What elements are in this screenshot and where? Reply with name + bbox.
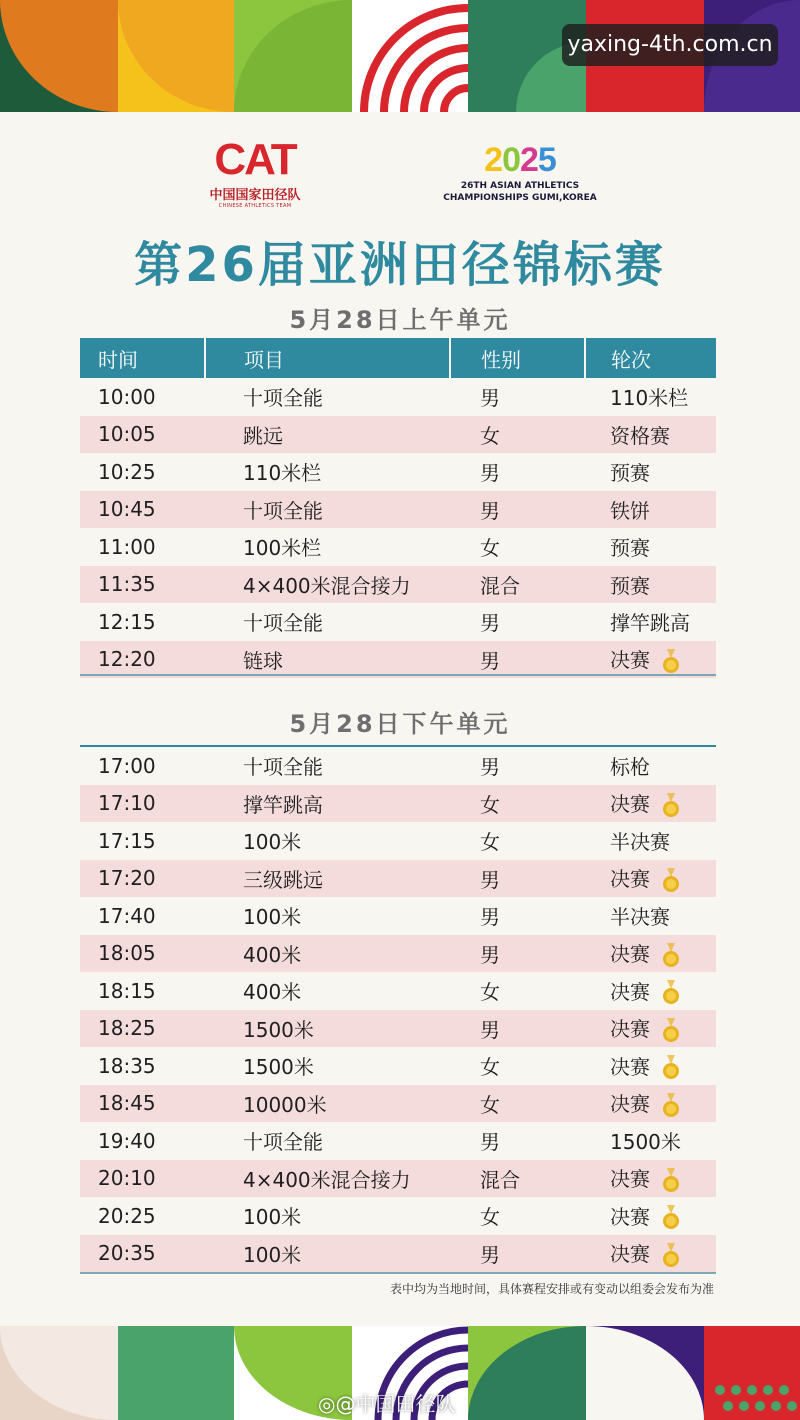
round-cell-text: 撑竿跳高: [610, 611, 690, 636]
gender-cell: [450, 491, 585, 529]
time-cell-text: 20:35: [98, 1241, 156, 1266]
round-cell: [585, 1010, 716, 1048]
gold-medal-icon: [662, 1243, 680, 1269]
time-cell: [80, 747, 205, 785]
event-cell-text: 100米: [243, 830, 302, 855]
table-row: [80, 860, 716, 898]
round-cell-text: 预赛: [610, 536, 650, 561]
time-cell-text: 20:25: [98, 1203, 156, 1228]
time-cell-text: 17:15: [98, 828, 156, 853]
cat-logo-en: CHINESE ATHLETICS TEAM: [218, 203, 292, 209]
event-cell-text: 100米栏: [243, 536, 322, 561]
time-cell-text: 11:00: [98, 534, 156, 559]
table-row: [80, 528, 716, 566]
time-cell: [80, 1160, 205, 1198]
event-cell: [205, 641, 450, 679]
aac-logo-line2: CHAMPIONSHIPS GUMI,KOREA: [443, 193, 597, 203]
round-cell-text: 标枪: [610, 755, 650, 780]
time-cell: [80, 972, 205, 1010]
event-cell: [205, 860, 450, 898]
time-cell-text: 18:35: [98, 1053, 156, 1078]
watermark: yaxing-4th.com.cn: [562, 24, 778, 66]
gender-cell-text: 女: [480, 792, 500, 817]
round-cell: [585, 641, 716, 679]
morning-schedule-table: [80, 338, 716, 678]
time-cell: [80, 822, 205, 860]
gender-cell-text: 女: [480, 1055, 500, 1080]
table-row: [80, 1235, 716, 1273]
time-cell: [80, 416, 205, 454]
table-row: [80, 1160, 716, 1198]
round-cell: [585, 416, 716, 454]
gender-cell: [450, 1122, 585, 1160]
time-cell-text: 17:40: [98, 903, 156, 928]
time-cell-text: 20:10: [98, 1166, 156, 1191]
round-cell-text: 半决赛: [610, 905, 670, 930]
time-cell-text: 10:05: [98, 422, 156, 447]
gender-cell: [450, 1010, 585, 1048]
time-cell-text: 18:25: [98, 1016, 156, 1041]
table-row: [80, 935, 716, 973]
round-cell-text: 决赛: [610, 1092, 650, 1116]
event-cell-text: 400米: [243, 980, 302, 1005]
event-cell: [205, 972, 450, 1010]
gender-cell-text: 男: [480, 1242, 500, 1267]
event-cell-text: 十项全能: [243, 611, 323, 636]
time-cell: [80, 1010, 205, 1048]
event-cell-text: 100米: [243, 1242, 302, 1267]
round-cell: [585, 860, 716, 898]
round-cell: [585, 897, 716, 935]
time-cell: [80, 566, 205, 604]
gold-medal-icon: [662, 1205, 680, 1231]
gender-cell-text: 男: [480, 498, 500, 523]
round-cell-text: 决赛: [610, 1017, 650, 1041]
gold-medal-icon: [662, 793, 680, 819]
aac-logo-line1: 26TH ASIAN ATHLETICS: [460, 181, 580, 191]
event-cell: [205, 822, 450, 860]
round-cell: [585, 566, 716, 604]
table-row: [80, 1010, 716, 1048]
column-header-time: 时间: [80, 338, 205, 378]
round-cell-text: 决赛: [610, 792, 650, 816]
cat-logo-cn: 中国国家田径队: [209, 188, 301, 203]
gender-cell-text: 女: [480, 830, 500, 855]
round-cell: [585, 935, 716, 973]
table-row: [80, 416, 716, 454]
time-cell: [80, 1235, 205, 1273]
event-cell: [205, 935, 450, 973]
table-row: [80, 566, 716, 604]
gold-medal-icon: [662, 1055, 680, 1081]
table-row: [80, 1047, 716, 1085]
event-cell-text: 链球: [243, 648, 283, 673]
time-cell: [80, 528, 205, 566]
round-cell-text: 110米栏: [610, 386, 689, 411]
gender-cell-text: 混合: [480, 573, 520, 598]
event-cell-text: 撑竿跳高: [243, 792, 323, 817]
round-cell: [585, 822, 716, 860]
weibo-icon: ◎: [318, 1392, 336, 1416]
time-cell: [80, 1122, 205, 1160]
afternoon-session-heading: 5月28日下午单元: [289, 710, 511, 738]
gender-cell-text: 男: [480, 648, 500, 673]
event-cell-text: 1500米: [243, 1017, 314, 1042]
column-header-gender: 性别: [450, 338, 585, 378]
morning-table-bottom-rule: [80, 674, 716, 676]
round-cell-text: 决赛: [610, 1054, 650, 1079]
event-cell: [205, 603, 450, 641]
time-cell: [80, 1197, 205, 1235]
round-cell: [585, 378, 716, 416]
time-cell-text: 19:40: [98, 1128, 156, 1153]
event-cell-text: 10000米: [243, 1092, 327, 1117]
gender-cell-text: 女: [480, 1092, 500, 1117]
round-cell-text: 铁饼: [610, 498, 650, 523]
chinese-athletics-team-logo: [200, 135, 310, 209]
table-row: [80, 453, 716, 491]
gender-cell: [450, 1235, 585, 1273]
gender-cell: [450, 822, 585, 860]
round-cell-text: 决赛: [610, 1242, 650, 1266]
round-cell: [585, 785, 716, 823]
gender-cell: [450, 860, 585, 898]
gender-cell: [450, 935, 585, 973]
round-cell: [585, 1122, 716, 1160]
time-cell-text: 17:00: [98, 753, 156, 778]
gold-medal-icon: [662, 868, 680, 894]
round-cell: [585, 1085, 716, 1123]
event-cell: [205, 528, 450, 566]
table-row: [80, 747, 716, 785]
gold-medal-icon: [662, 1018, 680, 1044]
table-row: [80, 822, 716, 860]
event-cell-text: 100米: [243, 905, 302, 930]
afternoon-schedule-table: [80, 747, 716, 1272]
event-cell: [205, 1010, 450, 1048]
round-cell-text: 决赛: [610, 1204, 650, 1229]
round-cell-text: 预赛: [610, 461, 650, 486]
table-row: [80, 603, 716, 641]
event-cell: [205, 1197, 450, 1235]
event-cell-text: 十项全能: [243, 1130, 323, 1155]
round-cell-text: 预赛: [610, 573, 650, 598]
gold-medal-icon: [662, 980, 680, 1006]
table-row: [80, 1122, 716, 1160]
page-title: 第26届亚洲田径锦标赛: [134, 237, 666, 293]
event-cell-text: 400米: [243, 942, 302, 967]
gender-cell: [450, 641, 585, 679]
round-cell: [585, 491, 716, 529]
event-cell: [205, 491, 450, 529]
cat-logo-mark: CAT: [214, 135, 296, 184]
gender-cell-text: 女: [480, 423, 500, 448]
gender-cell-text: 女: [480, 1205, 500, 1230]
round-cell-text: 决赛: [610, 867, 650, 891]
event-cell-text: 跳远: [243, 423, 283, 448]
event-cell: [205, 1047, 450, 1085]
round-cell-text: 资格赛: [610, 423, 670, 448]
gender-cell: [450, 1047, 585, 1085]
gender-cell: [450, 972, 585, 1010]
gender-cell: [450, 785, 585, 823]
gender-cell: [450, 603, 585, 641]
round-cell: [585, 1047, 716, 1085]
table-row: [80, 641, 716, 679]
morning-session-heading: 5月28日上午单元: [289, 306, 511, 334]
time-cell-text: 12:20: [98, 647, 156, 672]
time-cell: [80, 378, 205, 416]
event-cell: [205, 416, 450, 454]
round-cell-text: 决赛: [610, 942, 650, 966]
time-cell: [80, 453, 205, 491]
time-cell-text: 10:45: [98, 497, 156, 522]
table-row: [80, 785, 716, 823]
event-cell-text: 十项全能: [243, 386, 323, 411]
event-cell-text: 十项全能: [243, 755, 323, 780]
gender-cell-text: 女: [480, 980, 500, 1005]
event-cell: [205, 1085, 450, 1123]
gender-cell-text: 混合: [480, 1167, 520, 1192]
weibo-handle: [318, 1388, 455, 1417]
time-cell: [80, 1047, 205, 1085]
event-cell: [205, 1235, 450, 1273]
event-cell-text: 100米: [243, 1205, 302, 1230]
time-cell: [80, 1085, 205, 1123]
round-cell-text: 决赛: [610, 979, 650, 1004]
round-cell: [585, 528, 716, 566]
gender-cell: [450, 378, 585, 416]
afternoon-table-bottom-rule: [80, 1272, 716, 1274]
event-cell: [205, 566, 450, 604]
gold-medal-icon: [662, 1093, 680, 1119]
table-row: [80, 491, 716, 529]
round-cell-text: 决赛: [610, 1167, 650, 1191]
time-cell: [80, 860, 205, 898]
event-cell: [205, 785, 450, 823]
time-cell: [80, 897, 205, 935]
gender-cell-text: 男: [480, 1130, 500, 1155]
time-cell-text: 10:25: [98, 459, 156, 484]
event-cell-text: 三级跳远: [243, 867, 323, 892]
round-cell: [585, 1235, 716, 1273]
gender-cell-text: 女: [480, 536, 500, 561]
round-cell: [585, 972, 716, 1010]
time-cell-text: 11:35: [98, 572, 156, 597]
time-cell-text: 10:00: [98, 384, 156, 409]
event-cell: [205, 747, 450, 785]
gender-cell-text: 男: [480, 611, 500, 636]
event-cell: [205, 1160, 450, 1198]
table-row: [80, 378, 716, 416]
weibo-handle-text: @中国田径队: [335, 1392, 456, 1416]
gender-cell-text: 男: [480, 386, 500, 411]
gender-cell-text: 男: [480, 1017, 500, 1042]
column-header-event: 项目: [205, 338, 450, 378]
round-cell: [585, 1160, 716, 1198]
table-header-row: [80, 338, 716, 378]
gender-cell-text: 男: [480, 867, 500, 892]
event-cell: [205, 378, 450, 416]
asian-championships-logo: [440, 140, 600, 204]
gender-cell: [450, 897, 585, 935]
table-row: [80, 1197, 716, 1235]
event-cell: [205, 453, 450, 491]
round-cell: [585, 747, 716, 785]
time-cell: [80, 935, 205, 973]
gender-cell: [450, 1160, 585, 1198]
gold-medal-icon: [662, 943, 680, 969]
event-cell-text: 110米栏: [243, 461, 322, 486]
round-cell-text: 半决赛: [610, 830, 670, 855]
gender-cell-text: 男: [480, 942, 500, 967]
round-cell: [585, 1197, 716, 1235]
time-cell: [80, 491, 205, 529]
table-row: [80, 897, 716, 935]
time-cell-text: 17:20: [98, 866, 156, 891]
event-cell: [205, 897, 450, 935]
gender-cell-text: 男: [480, 905, 500, 930]
event-cell-text: 4×400米混合接力: [243, 1167, 411, 1192]
round-cell-text: 1500米: [610, 1130, 681, 1155]
event-cell: [205, 1122, 450, 1160]
round-cell: [585, 453, 716, 491]
event-cell-text: 1500米: [243, 1055, 314, 1080]
time-cell: [80, 785, 205, 823]
time-cell-text: 18:15: [98, 978, 156, 1003]
aac-logo-mark: 2025: [484, 141, 556, 179]
footnote: 表中均为当地时间，具体赛程安排或有变动以组委会发布为准: [389, 1282, 714, 1296]
gender-cell: [450, 1197, 585, 1235]
gender-cell: [450, 416, 585, 454]
round-cell: [585, 603, 716, 641]
time-cell: [80, 641, 205, 679]
gender-cell: [450, 1085, 585, 1123]
table-row: [80, 972, 716, 1010]
round-cell-text: 决赛: [610, 648, 650, 672]
gender-cell: [450, 566, 585, 604]
time-cell-text: 17:10: [98, 791, 156, 816]
gender-cell-text: 男: [480, 461, 500, 486]
table-row: [80, 1085, 716, 1123]
time-cell-text: 18:45: [98, 1091, 156, 1116]
event-cell-text: 4×400米混合接力: [243, 573, 411, 598]
time-cell-text: 18:05: [98, 941, 156, 966]
gender-cell: [450, 453, 585, 491]
gender-cell: [450, 747, 585, 785]
column-header-round: 轮次: [585, 338, 716, 378]
gold-medal-icon: [662, 649, 680, 675]
gold-medal-icon: [662, 1168, 680, 1194]
time-cell-text: 12:15: [98, 609, 156, 634]
event-cell-text: 十项全能: [243, 498, 323, 523]
gender-cell-text: 男: [480, 755, 500, 780]
gender-cell: [450, 528, 585, 566]
time-cell: [80, 603, 205, 641]
